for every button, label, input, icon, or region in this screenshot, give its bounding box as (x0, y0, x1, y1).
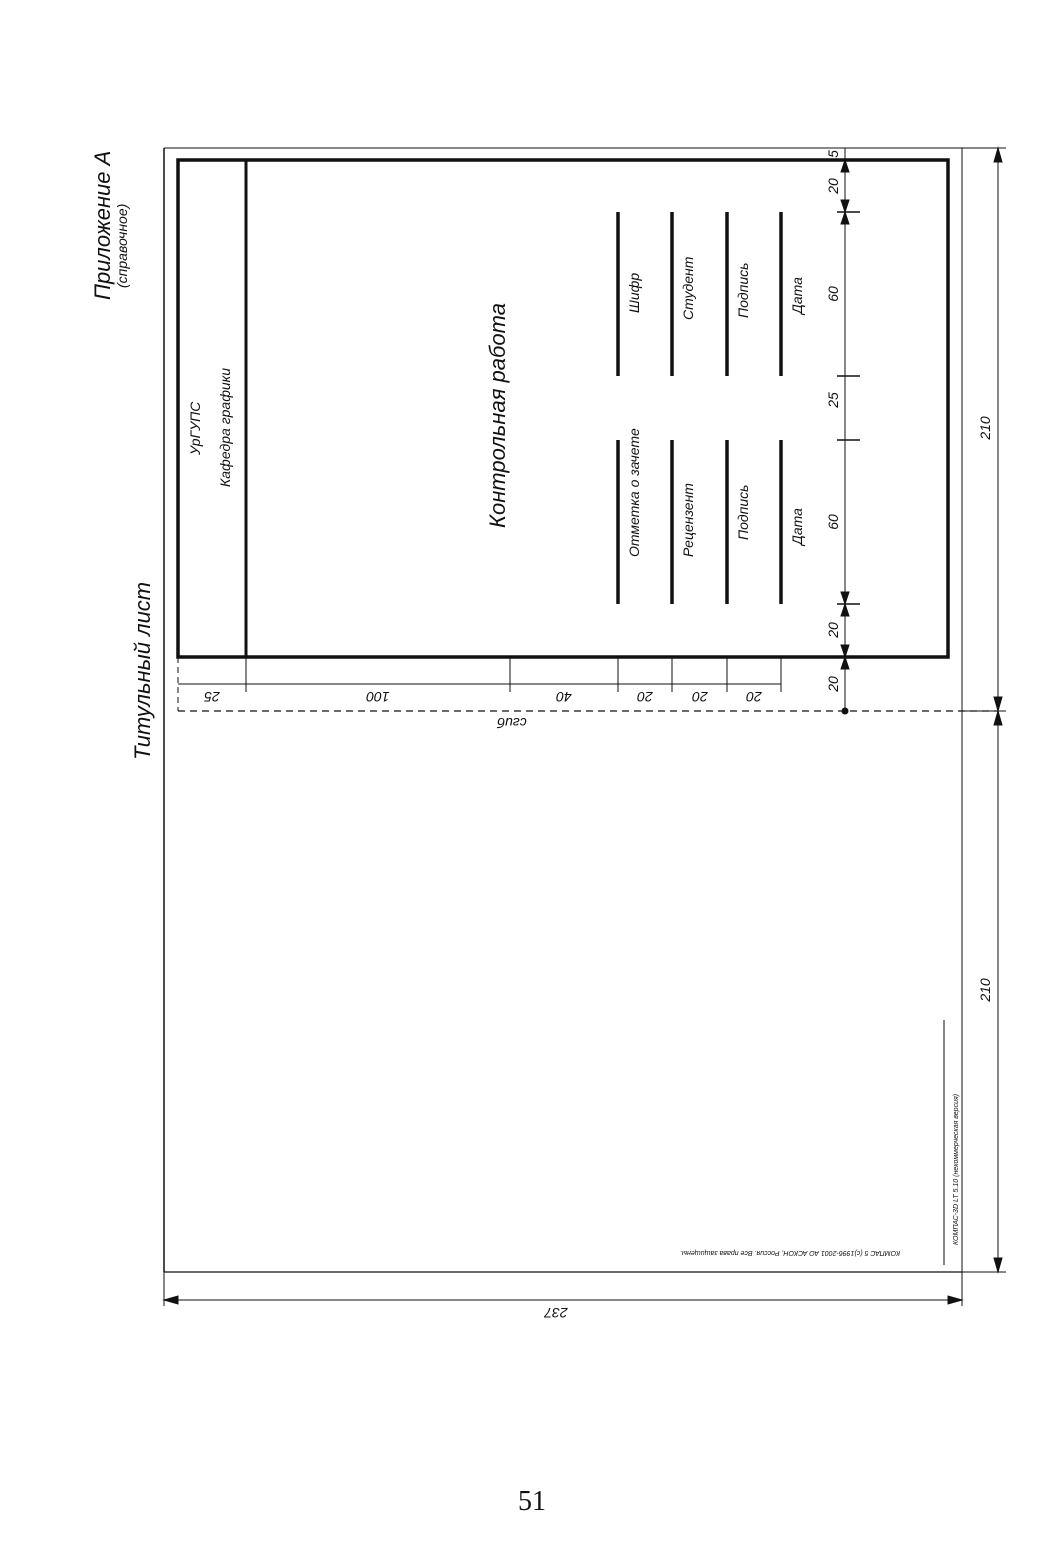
appendix-subtitle: (справочное) (114, 203, 130, 288)
kompas-note-2: КОМПАС 5 (c)1996-2001 АО АСКОН, Россия. Все права защищены. (679, 1249, 901, 1256)
dim-25: 25 (204, 689, 220, 705)
department-label: Кафедра графики (217, 367, 233, 487)
label-student: Студент (680, 256, 696, 320)
fold-label: сгиб (497, 715, 527, 731)
dim-right-5: 5 (825, 150, 841, 158)
bottom-dimension-chain (178, 657, 781, 692)
dim-40: 40 (556, 689, 572, 705)
dim-20-a: 20 (637, 689, 653, 705)
dim-right-20-mid: 20 (825, 622, 841, 638)
dim-right-60-top: 60 (825, 286, 841, 302)
dim-height-lower: 210 (977, 978, 993, 1002)
dim-right-60-bottom: 60 (825, 514, 841, 530)
signature-lines (618, 212, 781, 604)
work-title: Контрольная работа (485, 303, 510, 528)
dim-right-25: 25 (825, 392, 841, 408)
height-dimensions (962, 148, 1006, 1272)
width-dimension (164, 1272, 962, 1306)
page-number: 51 (518, 1486, 546, 1517)
label-cipher: Шифр (626, 272, 642, 313)
dim-height-upper: 210 (977, 416, 993, 440)
dim-right-20-bottom: 20 (825, 676, 841, 692)
appendix-title: Приложение А (90, 150, 115, 300)
label-date-left: Дата (789, 508, 805, 545)
dim-100: 100 (366, 689, 390, 705)
dim-right-20-top: 20 (825, 178, 841, 194)
label-signature-right: Подпись (735, 262, 751, 318)
dim-20-b: 20 (692, 689, 708, 705)
dim-20-c: 20 (746, 689, 762, 705)
label-reviewer: Рецензент (680, 483, 696, 557)
section-title: Титульный лист (130, 581, 155, 760)
university-label: УрГУПС (187, 401, 203, 455)
kompas-note-1: КОМПАС-3D LT 5.10 (некоммерческая версия) (953, 1093, 960, 1245)
label-signature-left: Подпись (735, 484, 751, 540)
label-grading-mark: Отметка о зачете (626, 428, 642, 557)
label-date-right: Дата (789, 277, 805, 314)
dim-width-total: 237 (544, 1305, 568, 1321)
